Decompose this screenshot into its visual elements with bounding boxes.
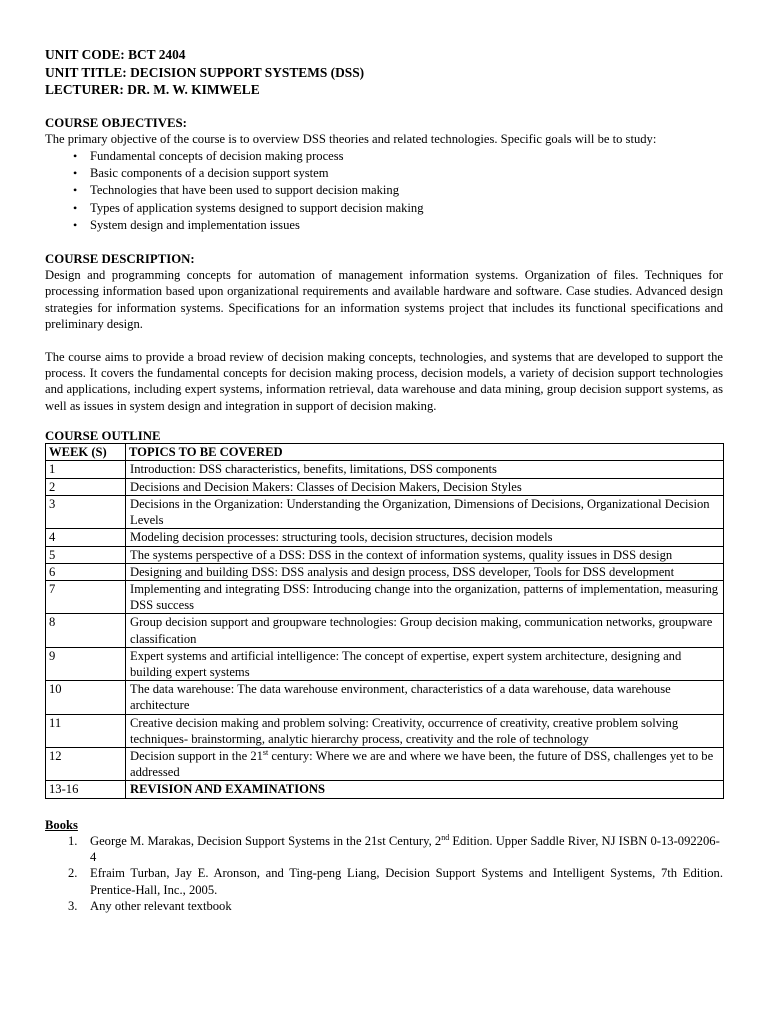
topic-cell: REVISION AND EXAMINATIONS bbox=[126, 781, 724, 798]
objective-item: • Technologies that have been used to support decision making bbox=[45, 182, 723, 199]
outline-table bbox=[45, 443, 724, 798]
book-text: Any other relevant textbook bbox=[90, 898, 232, 913]
objectives-intro: The primary objective of the course is to overview DSS theories and related technologies. Specific goals will be to study: bbox=[45, 132, 657, 147]
table-row bbox=[46, 546, 724, 563]
course-description-section bbox=[45, 251, 723, 415]
topic-cell: The data warehouse: The data warehouse environment, characteristics of a data warehouse, data warehouse architecture bbox=[126, 681, 724, 714]
topics-column-header: TOPICS TO BE COVERED bbox=[126, 444, 724, 461]
lecturer: LECTURER: DR. M. W. KIMWELE bbox=[45, 82, 260, 98]
week-cell: 10 bbox=[46, 681, 126, 714]
book-number: 1. bbox=[68, 833, 78, 848]
topic-cell: Introduction: DSS characteristics, benefits, limitations, DSS components bbox=[126, 461, 724, 478]
table-header-row bbox=[46, 444, 724, 461]
document-page bbox=[45, 46, 723, 914]
table-row bbox=[46, 614, 724, 647]
table-row bbox=[46, 478, 724, 495]
description-paragraph-2: The course aims to provide a broad review of decision making concepts, technologies, and systems that are developed to support the process. It covers the fundamental concepts for decision making process, decision models, a variety of decision support technologies and applications, including expert systems, information retrieval, data warehouse and data mining, group decision support systems, as well as issues in system design and integration in support of decision making. bbox=[45, 349, 723, 413]
week-cell: 12 bbox=[46, 747, 126, 780]
book-item bbox=[45, 833, 723, 865]
week-cell: 4 bbox=[46, 529, 126, 546]
week-cell: 9 bbox=[46, 647, 126, 680]
topic-text: century: Where we are and where we have been, the future of DSS, challenges yet to be addressed bbox=[130, 748, 714, 780]
week-cell: 8 bbox=[46, 614, 126, 647]
description-paragraph-1: Design and programming concepts for automation of management information systems. Organization of files. Techniques for processing information based upon organizational requirements and available hardware and software. Case studies. Advanced design strategies for information systems. Specifications for an information systems project that includes its functional specifications and preliminary design. bbox=[45, 268, 723, 332]
books-title: Books bbox=[45, 817, 78, 832]
books-section bbox=[45, 817, 723, 914]
books-list bbox=[45, 833, 723, 914]
week-cell: 5 bbox=[46, 546, 126, 563]
topic-cell bbox=[126, 747, 724, 780]
unit-code: UNIT CODE: BCT 2404 bbox=[45, 47, 186, 62]
topic-cell: Decisions in the Organization: Understanding the Organization, Dimensions of Decisions, Organizational Decision Levels bbox=[126, 495, 724, 528]
course-objectives-section bbox=[45, 115, 723, 235]
table-row bbox=[46, 747, 724, 780]
table-row bbox=[46, 714, 724, 747]
topic-cell: Designing and building DSS: DSS analysis and design process, DSS developer, Tools for DSS development bbox=[126, 563, 724, 580]
ordinal-superscript: nd bbox=[441, 832, 450, 842]
book-text: Efraim Turban, Jay E. Aronson, and Ting-peng Liang, Decision Support Systems and Intelligent Systems, 7th Edition. Prentice-Hall, Inc., 2005. bbox=[90, 866, 723, 897]
description-title: COURSE DESCRIPTION: bbox=[45, 251, 195, 266]
book-item bbox=[45, 898, 723, 914]
topic-cell: Implementing and integrating DSS: Introducing change into the organization, patterns of implementation, measuring DSS success bbox=[126, 580, 724, 613]
table-row bbox=[46, 461, 724, 478]
book-text: George M. Marakas, Decision Support Systems in the 21st Century, 2 bbox=[90, 833, 442, 848]
objectives-title: COURSE OBJECTIVES: bbox=[45, 115, 187, 130]
topic-cell: Expert systems and artificial intelligence: The concept of expertise, expert system architecture, designing and building expert systems bbox=[126, 647, 724, 680]
book-text: Edition. Upper Saddle River, NJ ISBN 0-13-092206-4 bbox=[90, 833, 720, 865]
book-number: 3. bbox=[68, 898, 78, 913]
objective-item: • Basic components of a decision support system bbox=[45, 165, 723, 182]
unit-title: UNIT TITLE: DECISION SUPPORT SYSTEMS (DSS) bbox=[45, 64, 365, 80]
objective-item: • Fundamental concepts of decision making process bbox=[45, 148, 723, 165]
table-row bbox=[46, 563, 724, 580]
table-row bbox=[46, 681, 724, 714]
topic-cell: Creative decision making and problem solving: Creativity, occurrence of creativity, creative problem solving techniques- brainstorming, analytic hierarchy process, creativity and the role of technology bbox=[126, 714, 724, 747]
table-row bbox=[46, 647, 724, 680]
book-number: 2. bbox=[68, 866, 78, 881]
topic-cell: Group decision support and groupware technologies: Group decision making, communication networks, groupware classification bbox=[126, 614, 724, 647]
outline-title: COURSE OUTLINE bbox=[45, 429, 161, 444]
course-outline-section bbox=[45, 430, 723, 798]
topic-cell: The systems perspective of a DSS: DSS in the context of information systems, quality issues in DSS design bbox=[126, 546, 724, 563]
topic-cell: Modeling decision processes: structuring tools, decision structures, decision models bbox=[126, 529, 724, 546]
table-row bbox=[46, 781, 724, 798]
week-cell: 13-16 bbox=[46, 781, 126, 798]
week-cell: 7 bbox=[46, 580, 126, 613]
week-cell: 3 bbox=[46, 495, 126, 528]
objectives-list bbox=[45, 148, 723, 235]
unit-header bbox=[45, 46, 723, 99]
table-row bbox=[46, 580, 724, 613]
topic-text: Decision support in the 21 bbox=[130, 748, 263, 763]
week-cell: 1 bbox=[46, 461, 126, 478]
objective-item: • Types of application systems designed to support decision making bbox=[45, 200, 723, 217]
ordinal-superscript: st bbox=[262, 747, 269, 757]
week-cell: 2 bbox=[46, 478, 126, 495]
table-row bbox=[46, 529, 724, 546]
topic-cell: Decisions and Decision Makers: Classes of Decision Makers, Decision Styles bbox=[126, 478, 724, 495]
objective-item: • System design and implementation issues bbox=[45, 217, 723, 234]
week-cell: 11 bbox=[46, 714, 126, 747]
book-item bbox=[45, 865, 723, 897]
table-row bbox=[46, 495, 724, 528]
week-column-header: WEEK (S) bbox=[46, 444, 126, 461]
week-cell: 6 bbox=[46, 563, 126, 580]
